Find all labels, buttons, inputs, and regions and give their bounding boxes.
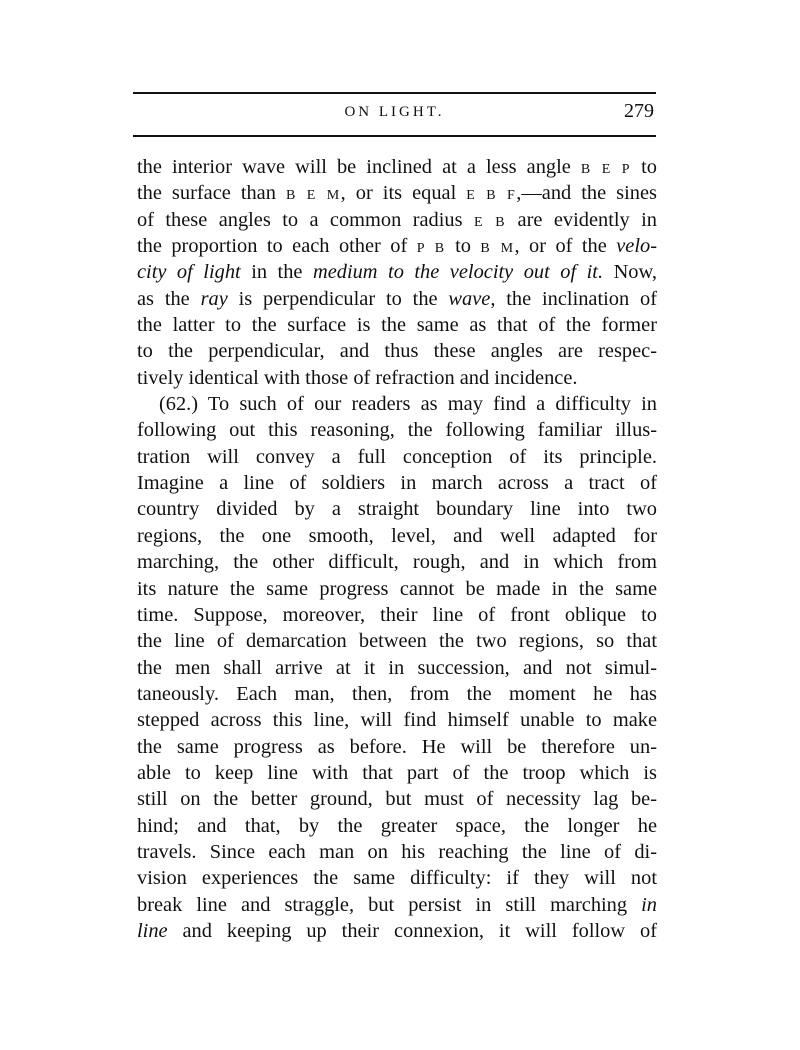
text-run: vision experiences the same difficulty: if they will not [137,867,657,890]
text-line [137,259,657,285]
text-line [137,918,657,944]
text-run: travels. Since each man on his reaching the line of di- [137,840,657,863]
text-run: able to keep line with that part of the troop which is [137,761,657,784]
text-run: stepped across this line, will find himself unable to make [137,709,657,732]
italic-text: in [641,893,657,916]
header-top-rule [133,92,656,94]
text-run: the men shall arrive at it in succession, and not simul- [137,656,657,679]
text-run: as the [137,287,201,310]
text-run: following out this reasoning, the following familiar illus- [137,419,657,442]
text-line [137,470,657,496]
text-run: to the perpendicular, and thus these angles are respec- [137,340,657,363]
text-line [137,154,657,180]
text-run: ,—and the sines [516,182,657,205]
text-run: the proportion to each other of [137,235,417,258]
text-line [137,681,657,707]
text-run: is perpendicular to the [227,287,449,310]
running-header [133,100,656,130]
text-run: break line and straggle, but persist in still marching [137,893,642,916]
italic-text: velo- [616,235,657,258]
text-run: to [631,156,657,178]
text-run: the surface than [137,182,286,205]
text-run: the latter to the surface is the same as that of the former [137,314,657,337]
text-line [137,286,657,312]
text-line [137,444,657,470]
text-line [137,865,657,891]
text-run: still on the better ground, but must of necessity lag be- [137,788,657,811]
italic-text: city of light [137,261,241,284]
text-line [137,180,657,206]
text-run: its nature the same progress cannot be made in the same [137,577,657,600]
text-line [137,786,657,812]
text-line [137,576,657,602]
text-run: taneously. Each man, then, from the moment he has [137,682,657,705]
italic-text: line [137,919,168,942]
text-run: tration will convey a full conception of its principle. [137,445,657,468]
text-run: in the [240,261,313,284]
body-text [137,154,657,944]
text-run: regions, the one smooth, level, and well adapted for [137,524,657,547]
text-line [137,734,657,760]
text-line [137,655,657,681]
text-run: (62.) To such of our readers as may find a difficulty in [159,393,657,416]
text-run: , or of the [514,235,617,258]
italic-text: wave [448,287,491,310]
text-run: country divided by a straight boundary line into two [137,498,657,521]
text-line [137,338,657,364]
text-line [137,391,657,417]
text-line [137,496,657,522]
small-caps-label: E B [473,214,507,230]
italic-text: ray [200,287,228,310]
text-line [137,813,657,839]
text-run: and keeping up their connexion, it will follow of [167,919,657,942]
text-line [137,707,657,733]
text-run: marching, the other difficult, rough, and in which from [137,551,657,574]
text-run: Now, [603,261,657,284]
italic-text: medium to the velocity out of it. [312,261,604,284]
text-line [137,628,657,654]
text-run: hind; and that, by the greater space, the longer he [137,814,657,837]
text-run: , or its equal [340,182,467,205]
text-line [137,233,657,259]
small-caps-label: B E P [580,162,632,177]
text-run: of these angles to a common radius [137,208,474,231]
text-line [137,760,657,786]
header-bottom-rule [133,135,656,137]
text-line [137,839,657,865]
text-line [137,523,657,549]
text-run: to [445,235,481,258]
text-line [137,549,657,575]
text-line [137,207,657,233]
running-title: ON LIGHT. [344,104,445,120]
text-line [137,365,657,391]
small-caps-label: E B F [466,188,517,204]
text-line [137,417,657,443]
text-run: time. Suppose, moreover, their line of front oblique to [137,603,657,626]
small-caps-label: B M [480,241,515,257]
text-run: are evidently in [506,208,657,231]
text-run: Imagine a line of soldiers in march across a tract of [137,472,657,495]
text-run: , the inclination of [490,287,658,310]
text-line [137,602,657,628]
small-caps-label: B E M [285,188,341,204]
page-number: 279 [624,100,654,122]
text-run: tively identical with those of refraction and incidence. [137,366,578,389]
text-run: the interior wave will be inclined at a less angle [137,156,581,178]
text-line [137,312,657,338]
text-run: the line of demarcation between the two regions, so that [137,630,657,653]
text-line [137,892,657,918]
small-caps-label: P B [416,241,446,257]
text-run: the same progress as before. He will be therefore un- [137,735,657,758]
